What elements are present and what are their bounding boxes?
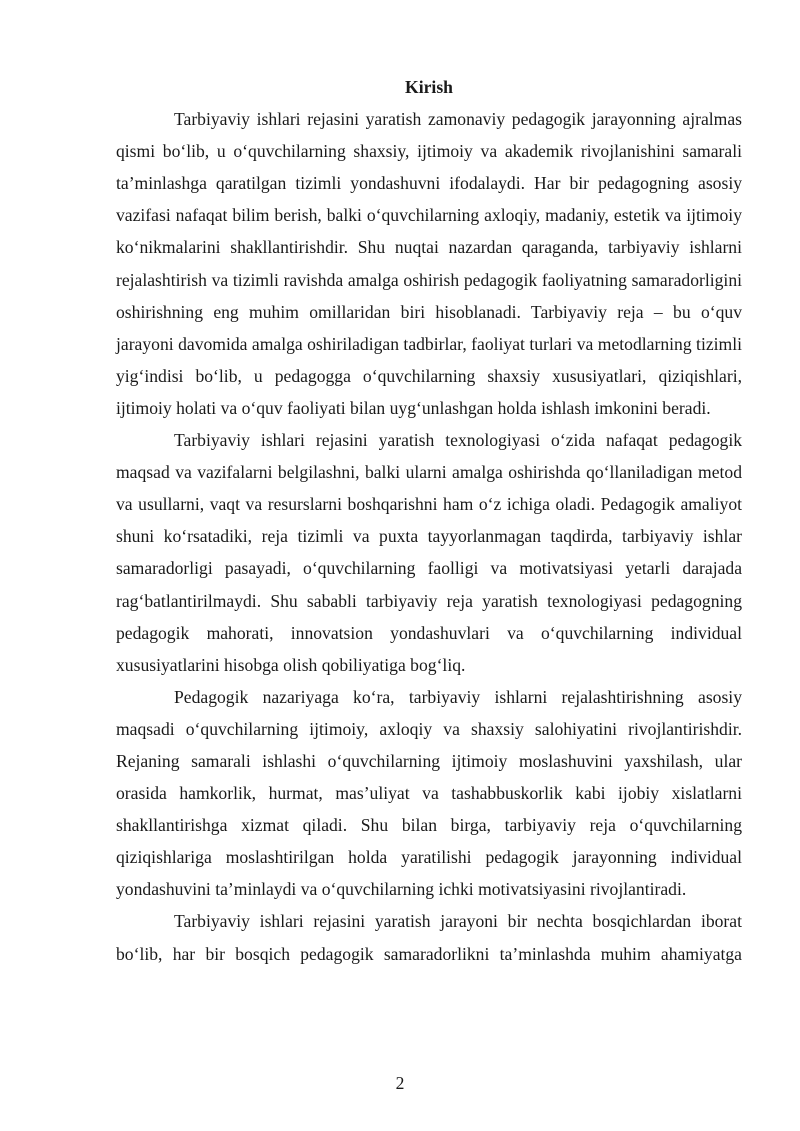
section-title: Kirish: [405, 77, 453, 97]
page-number: 2: [395, 1073, 405, 1093]
paragraph-2: Tarbiyaviy ishlari rejasini yaratish texnologiyasi o‘zida nafaqat pedagogik maqsad va vazifalarni belgilashni, balki ularni amalga oshirishda qo‘llaniladigan metod va usullarni, vaqt va resurslarni boshqarishni ham o‘z ichiga oladi. Pedagogik amaliyot shuni ko‘rsatadiki, reja tizimli va puxta tayyorlanmagan taqdirda, tarbiyaviy ishlar samaradorligi pasayadi, o‘quvchilarning faolligi va motivatsiyasi yetarli darajada rag‘batlantirilmaydi. Shu sababli tarbiyaviy reja yaratish texnologiyasi pedagogning pedagogik mahorati, innovatsion yondashuvlari va o‘quvchilarning individual xususiyatlarini hisobga olish qobiliyatiga bog‘liq.: [116, 430, 742, 675]
paragraph-1: Tarbiyaviy ishlari rejasini yaratish zamonaviy pedagogik jarayonning ajralmas qismi bo‘lib, u o‘quvchilarning shaxsiy, ijtimoiy va akademik rivojlanishini samarali ta’minlashga qaratilgan tizimli yondashuvni ifodalaydi. Har bir pedagogning asosiy vazifasi nafaqat bilim berish, balki o‘quvchilarning axloqiy, madaniy, estetik va ijtimoiy ko‘nikmalarini shakllantirishdir. Shu nuqtai nazardan qaraganda, tarbiyaviy ishlarni rejalashtirish va tizimli ravishda amalga oshirish pedagogik faoliyatning samaradorligini oshirishning eng muhim omillaridan biri hisoblanadi. Tarbiyaviy reja – bu o‘quv jarayoni davomida amalga oshiriladigan tadbirlar, faoliyat turlari va metodlarning tizimli yig‘indisi bo‘lib, u pedagogga o‘quvchilarning shaxsiy xususiyatlari, qiziqishlari, ijtimoiy holati va o‘quv faoliyati bilan uyg‘unlashgan holda ishlash imkonini beradi.: [116, 109, 742, 418]
paragraph-3: Pedagogik nazariyaga ko‘ra, tarbiyaviy ishlarni rejalashtirishning asosiy maqsadi o‘quvchilarning ijtimoiy, axloqiy va shaxsiy salohiyatini rivojlantirishdir. Rejaning samarali ishlashi o‘quvchilarning ijtimoiy moslashuvini yaxshilash, ular orasida hamkorlik, hurmat, mas’uliyat va tashabbuskorlik kabi ijobiy xislatlarni shakllantirishga xizmat qiladi. Shu bilan birga, tarbiyaviy reja o‘quvchilarning qiziqishlariga moslashtirilgan holda yaratilishi pedagogik jarayonning individual yondashuvini ta’minlaydi va o‘quvchilarning ichki motivatsiyasini rivojlantiradi.: [116, 686, 742, 900]
paragraph-4: Tarbiyaviy ishlari rejasini yaratish jarayoni bir nechta bosqichlardan iborat bo‘lib, har bir bosqich pedagogik samaradorlikni ta’minlashda muhim ahamiyatga: [116, 911, 742, 964]
page-content: [116, 71, 742, 970]
